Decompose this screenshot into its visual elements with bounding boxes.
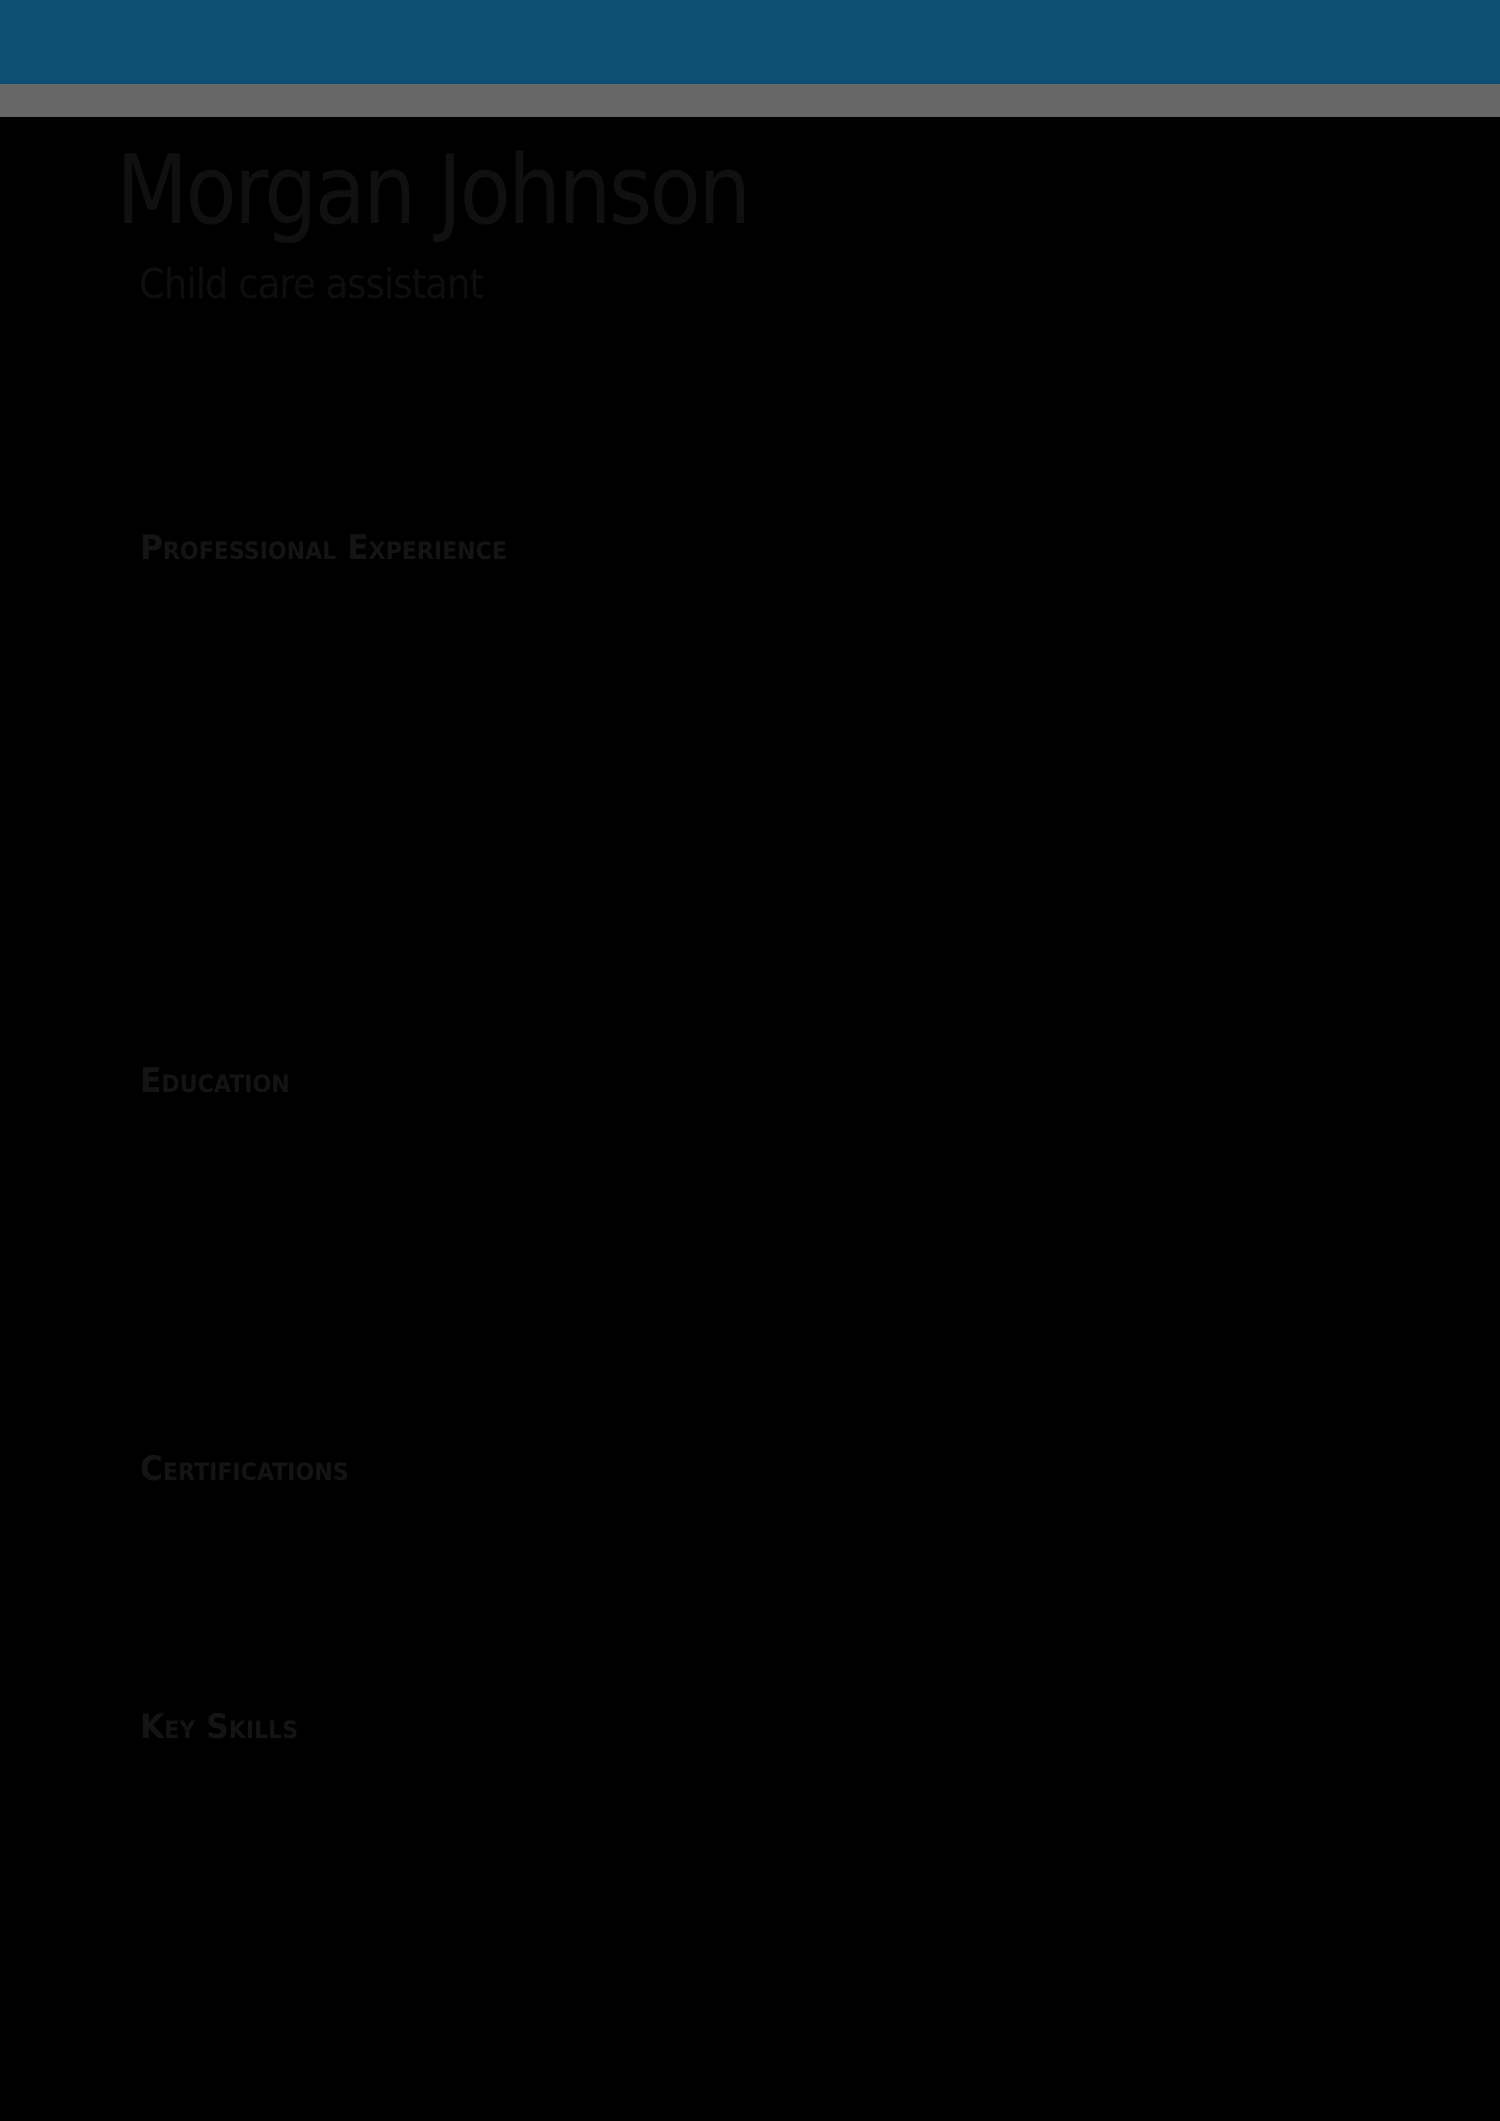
section-heading-certifications: Certifications [140,1449,349,1489]
section-heading-key-skills: Key Skills [140,1707,299,1747]
candidate-title: Child care assistant [139,260,483,308]
section-heading-professional-experience: Professional Experience [140,528,507,568]
candidate-name: Morgan Johnson [116,136,749,246]
header-accent-bar [0,0,1500,84]
section-heading-education: Education [140,1061,290,1101]
header-gray-bar [0,84,1500,117]
